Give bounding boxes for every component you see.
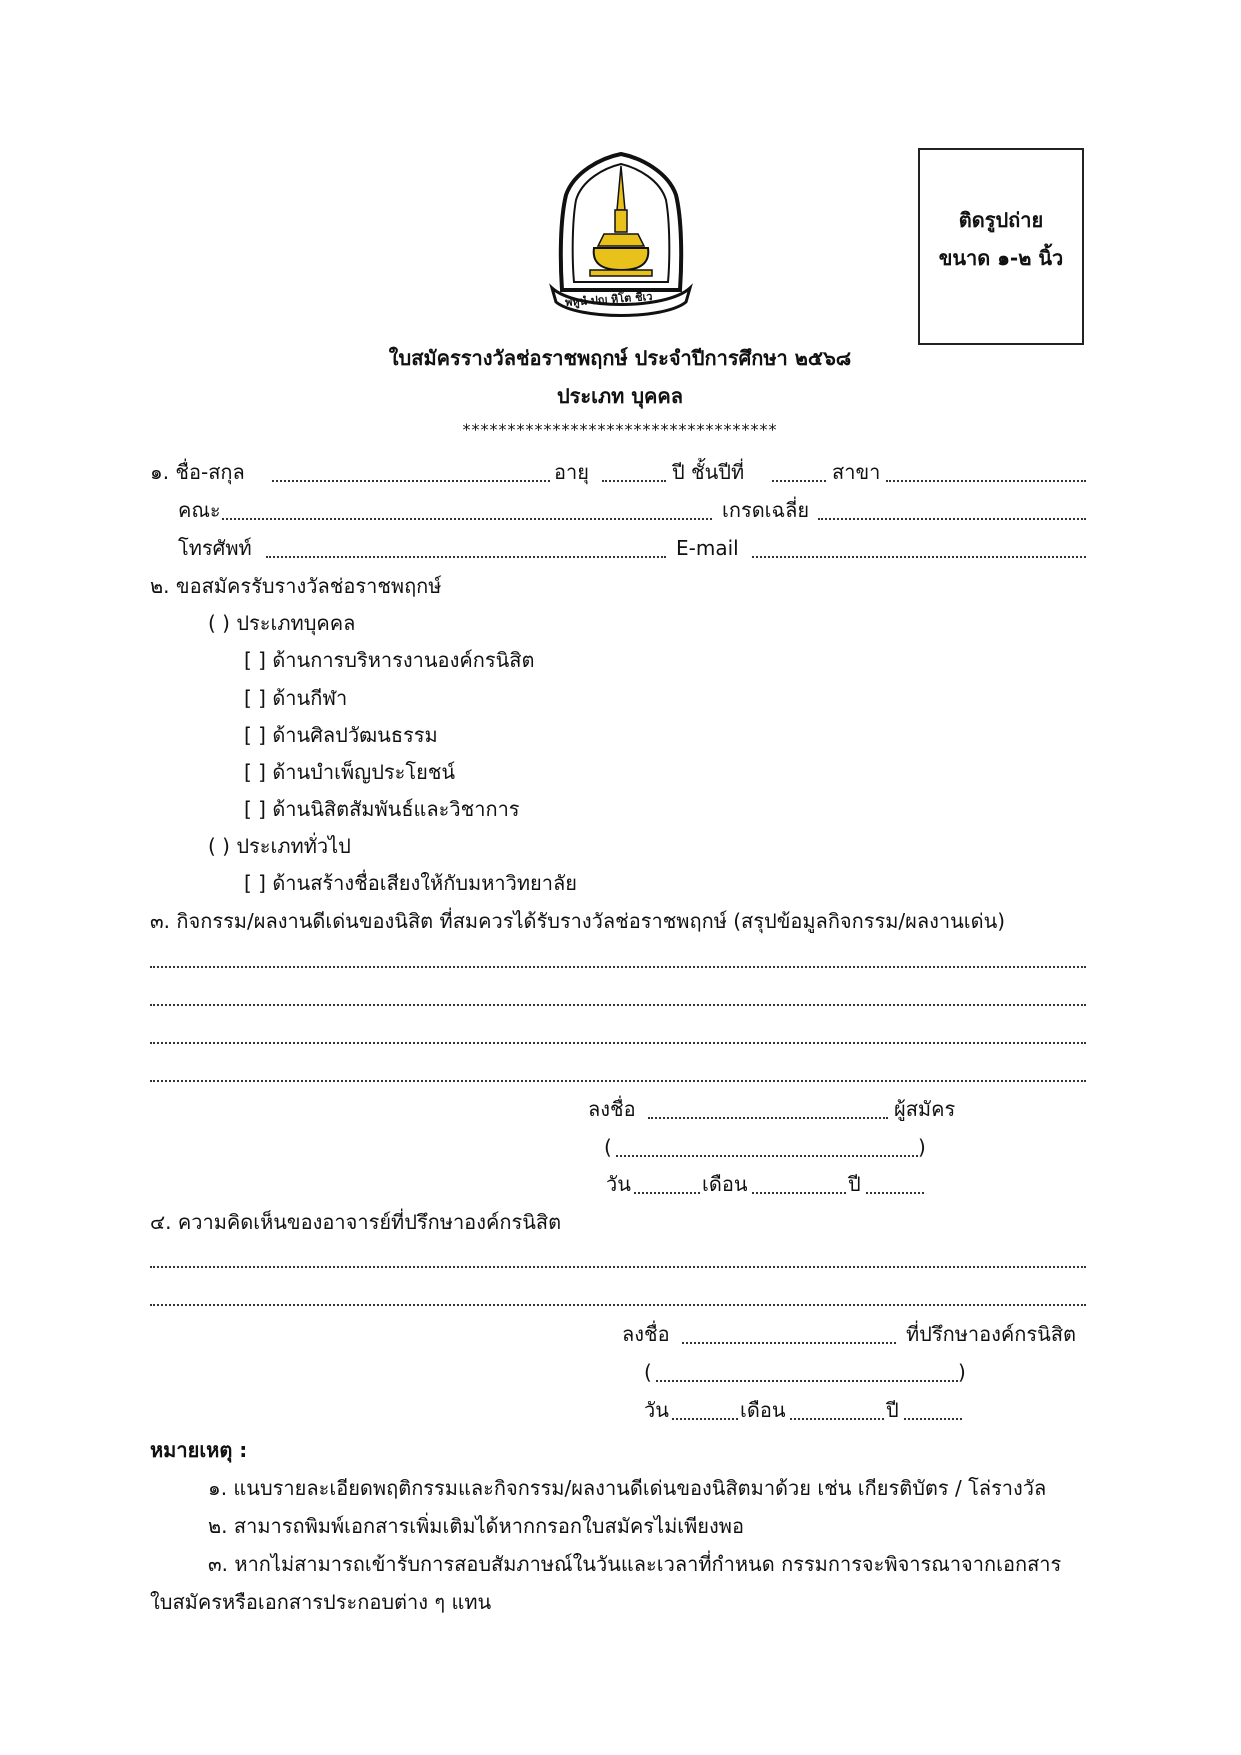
activity-line-4[interactable] [150,1080,1086,1082]
age-label: อายุ [554,460,589,484]
phone-label: โทรศัพท์ [178,536,252,560]
section3-heading: ๓. กิจกรรม/ผลงานดีเด่นของนิสิต ที่สมควรได้รับรางวัลช่อราชพฤกษ์ (สรุปข้อมูลกิจกรรม/ผลงานเด่น) [150,909,1006,933]
checkbox-reputation[interactable]: [ ] ด้านสร้างชื่อเสียงให้กับมหาวิทยาลัย [244,871,577,895]
checkbox-arts-culture[interactable]: [ ] ด้านศิลปวัฒนธรรม [244,723,438,747]
major-label: สาขา [832,460,881,484]
seal-motto: พหูนํ ปญฺ หิโต ชีเว [564,289,653,310]
type-individual-radio[interactable]: ( ) ประเภทบุคคล [208,611,356,635]
note-item-2: ๒. สามารถพิมพ์เอกสารเพิ่มเติมได้หากกรอกใบสมัครไม่เพียงพอ [208,1514,744,1538]
name-label: ๑. ชื่อ-สกุล [150,460,245,484]
section4-heading: ๔. ความคิดเห็นของอาจารย์ที่ปรึกษาองค์กรนิสิต [150,1210,562,1234]
applicant-date-year[interactable] [866,1192,924,1194]
checkbox-org-admin[interactable]: [ ] ด้านการบริหารงานองค์กรนิสิต [244,648,535,672]
note-item-3-continuation: ใบสมัครหรือเอกสารประกอบต่าง ๆ แทน [150,1590,492,1614]
applicant-sign-label: ลงชื่อ [588,1097,636,1121]
year-label: ปี ชั้นปีที่ [672,460,745,484]
activity-line-3[interactable] [150,1042,1086,1044]
advisor-date-year-label: ปี [886,1398,899,1422]
note-item-3: ๓. หากไม่สามารถเข้ารับการสอบสัมภาษณ์ในวันและเวลาที่กำหนด กรรมการจะพิจารณาจากเอกสาร [208,1552,1062,1576]
advisor-name-field[interactable] [656,1380,958,1382]
faculty-label: คณะ [178,498,221,522]
email-field[interactable] [752,556,1086,558]
advisor-date-month[interactable] [790,1418,884,1420]
notes-heading: หมายเหตุ : [150,1438,248,1462]
advisor-date-day-label: วัน [644,1398,669,1422]
applicant-date-month-label: เดือน [702,1172,748,1196]
applicant-role: ผู้สมัคร [894,1097,956,1121]
photo-box-size: ขนาด ๑-๒ นิ้ว [938,246,1064,270]
advisor-comment-line-1[interactable] [150,1266,1086,1268]
note-item-1: ๑. แนบรายละเอียดพฤติกรรมและกิจกรรม/ผลงานดีเด่นของนิสิตมาด้วย เช่น เกียรติบัตร / โล่รางวัล [208,1476,1047,1500]
age-field[interactable] [602,480,666,482]
name-field[interactable] [272,480,550,482]
applicant-name-field[interactable] [616,1155,918,1157]
checkbox-sports[interactable]: [ ] ด้านกีฬา [244,686,348,710]
applicant-date-day-label: วัน [606,1172,631,1196]
advisor-comment-line-2[interactable] [150,1304,1086,1306]
header-separator: *********************************** [462,420,778,439]
email-label: E-mail [676,536,739,560]
type-general-radio[interactable]: ( ) ประเภททั่วไป [208,834,351,858]
applicant-date-month[interactable] [752,1192,846,1194]
photo-box-label: ติดรูปถ่าย [958,208,1044,232]
faculty-field[interactable] [222,518,712,520]
applicant-date-year-label: ปี [848,1172,861,1196]
applicant-paren-open: ( [604,1135,612,1159]
advisor-date-year[interactable] [904,1418,962,1420]
activity-line-1[interactable] [150,966,1086,968]
advisor-date-month-label: เดือน [740,1398,786,1422]
photo-placeholder-box [918,148,1084,345]
section2-heading: ๒. ขอสมัครรับรางวัลช่อราชพฤกษ์ [150,574,442,598]
checkbox-public-service[interactable]: [ ] ด้านบำเพ็ญประโยชน์ [244,760,456,784]
gpa-field[interactable] [818,518,1086,520]
form-title: ใบสมัครรางวัลช่อราชพฤกษ์ ประจำปีการศึกษา ๒๕๖๘ [388,346,852,370]
advisor-role: ที่ปรึกษาองค์กรนิสิต [906,1322,1077,1346]
applicant-sign-field[interactable] [648,1117,888,1119]
advisor-paren-close: ) [958,1360,966,1384]
checkbox-student-relations[interactable]: [ ] ด้านนิสิตสัมพันธ์และวิชาการ [244,797,520,821]
major-field[interactable] [886,480,1086,482]
advisor-date-day[interactable] [672,1418,738,1420]
applicant-paren-close: ) [918,1135,926,1159]
phone-field[interactable] [266,556,666,558]
advisor-paren-open: ( [644,1360,652,1384]
advisor-sign-label: ลงชื่อ [622,1322,670,1346]
gpa-label: เกรดเฉลี่ย [722,498,810,522]
activity-line-2[interactable] [150,1004,1086,1006]
advisor-sign-field[interactable] [682,1342,896,1344]
year-field[interactable] [772,480,826,482]
form-subtitle: ประเภท บุคคล [556,384,684,408]
applicant-date-day[interactable] [634,1192,700,1194]
